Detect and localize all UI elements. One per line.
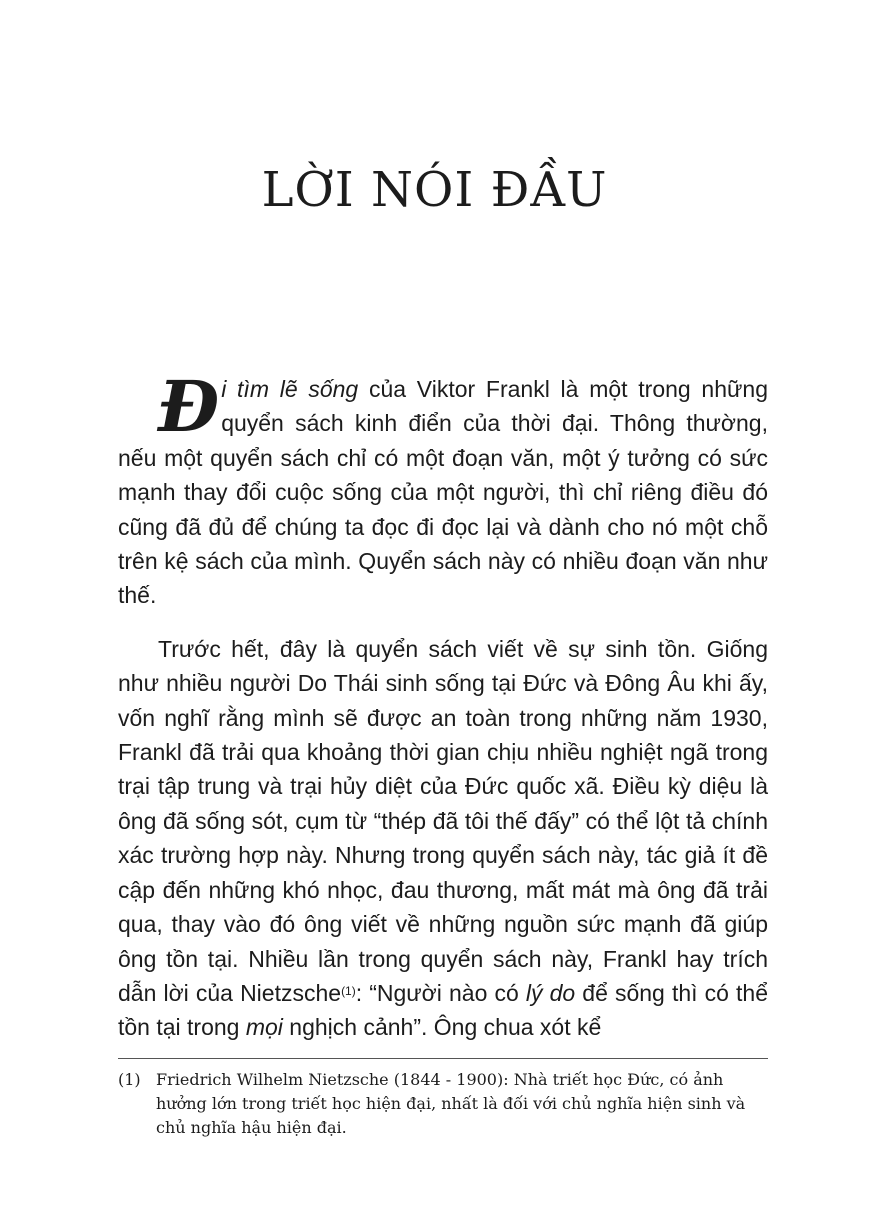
footnote-number: (1) <box>118 1070 141 1089</box>
paragraph-2-part-3: để sống thì có thể tồn tại trong <box>118 979 768 1041</box>
paragraph-2-part-1: Trước hết, đây là quyển sách viết về sự sinh tồn. Giống như nhiều người Do Thái sinh sống tại Đức và Đông Âu khi ấy, vốn nghĩ rằng mình sẽ được an toàn trong những năm 1930, Frankl đã trải qua khoảng thời gian chịu nhiều nghiệt ngã trong trại tập trung và trại hủy diệt của Đức quốc xã. Điều kỳ diệu là ông đã sống sót, cụm từ “thép đã tôi thế đấy” có thể lột tả chính xác trường hợp này. Nhưng trong quyển sách này, tác giả ít đề cập đến những khó nhọc, đau thương, mất mát mà ông đã trải qua, thay vào đó ông viết về những nguồn sức mạnh đã giúp ông tồn tại. Nhiều lần trong quyển sách này, Frankl hay trích dẫn lời của Nietzsche <box>118 635 768 1006</box>
page-title: LỜI NÓI ĐẦU <box>261 162 608 218</box>
paragraph-2-part-4: nghịch cảnh”. Ông chua xót kể <box>282 1014 602 1041</box>
paragraph-2 <box>118 632 768 1045</box>
emphasis-ly-do: lý do <box>525 979 576 1006</box>
emphasis-moi: mọi <box>245 1014 283 1041</box>
paragraph-1-text: của Viktor Frankl là một trong những quyển sách kinh điển của thời đại. Thông thường, nếu một quyển sách chỉ có một đoạn văn, một ý tưởng có sức mạnh thay đổi cuộc sống của một người, thì chỉ riêng điều đó cũng đã đủ để chúng ta đọc đi đọc lại và dành cho nó một chỗ trên kệ sách của mình. Quyển sách này có nhiều đoạn văn như thế. <box>118 376 768 609</box>
footnote-reference: (1) <box>341 983 356 998</box>
paragraph-2-part-2: : “Người nào có <box>355 979 526 1006</box>
footnote-text: Friedrich Wilhelm Nietzsche (1844 - 1900): Nhà triết học Đức, có ảnh hưởng lớn trong triết học hiện đại, nhất là đối với chủ nghĩa hiện sinh và chủ nghĩa hậu hiện đại. <box>156 1070 746 1137</box>
drop-cap: Đ <box>158 365 220 448</box>
body-text <box>118 365 768 1045</box>
footnote <box>118 1068 768 1140</box>
footnote-divider <box>118 1058 768 1059</box>
book-title: i tìm lẽ sống <box>221 376 359 402</box>
paragraph-1 <box>118 365 768 613</box>
